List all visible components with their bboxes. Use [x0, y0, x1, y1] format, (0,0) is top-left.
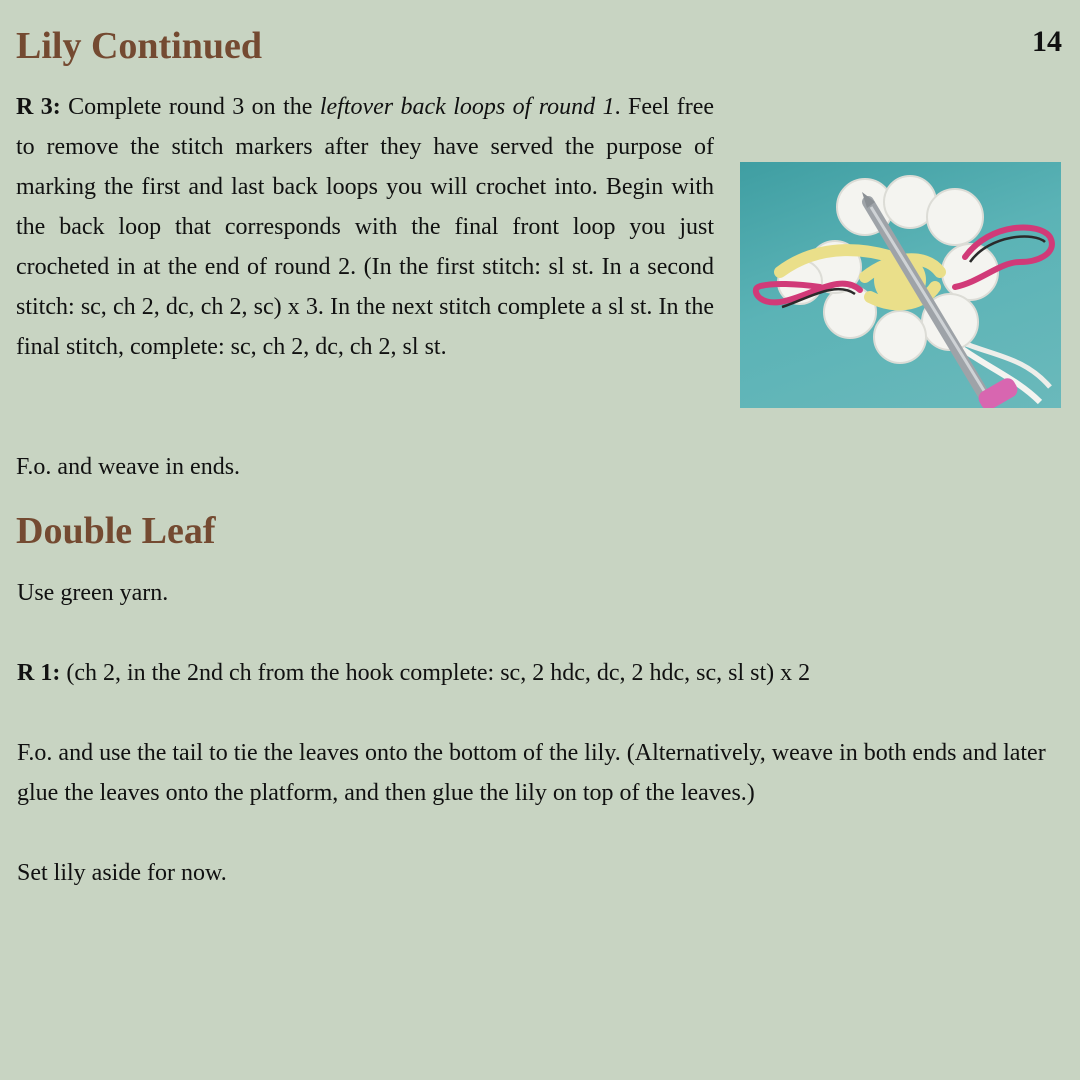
- round-1-text: (ch 2, in the 2nd ch from the hook complete: sc, 2 hdc, dc, 2 hdc, sc, sl st) x 2: [60, 660, 811, 686]
- yarn-instructions: Use green yarn.: [17, 580, 169, 606]
- round-label: R 1:: [17, 660, 61, 686]
- round-3-text-start: Complete round 3 on the: [60, 94, 320, 120]
- crochet-lily-illustration: [740, 162, 1061, 408]
- round-label: R 3:: [16, 94, 61, 120]
- round-1-instructions: [17, 653, 810, 693]
- set-aside-note: Set lily aside for now.: [17, 860, 227, 886]
- round-3-instructions: [16, 87, 714, 367]
- section-title-lily-continued: Lily Continued: [16, 25, 263, 67]
- crochet-lily-photo: [740, 162, 1061, 408]
- lily-finish-instructions: F.o. and weave in ends.: [16, 454, 241, 480]
- round-3-emphasis: leftover back loops of round 1: [319, 94, 615, 120]
- section-title-double-leaf: Double Leaf: [16, 510, 216, 552]
- page-number: 14: [1032, 25, 1062, 58]
- leaf-finish-instructions: F.o. and use the tail to tie the leaves onto the bottom of the lily. (Alternatively, weave in both ends and later glue the leaves onto the platform, and then glue the lily on top of the leaves.): [17, 740, 1046, 806]
- round-3-text-end: . Feel free to remove the stitch markers after they have served the purpose of marking the first and last back loops you will crochet into. Begin with the back loop that corresponds with the final front loop you just crocheted in at the end of round 2. (In the first stitch: sl st. In a second stitch: sc, ch 2, dc, ch 2, sc) x 3. In the next stitch complete a sl st. In the final stitch, complete: sc, ch 2, dc, ch 2, sl st.: [16, 94, 714, 360]
